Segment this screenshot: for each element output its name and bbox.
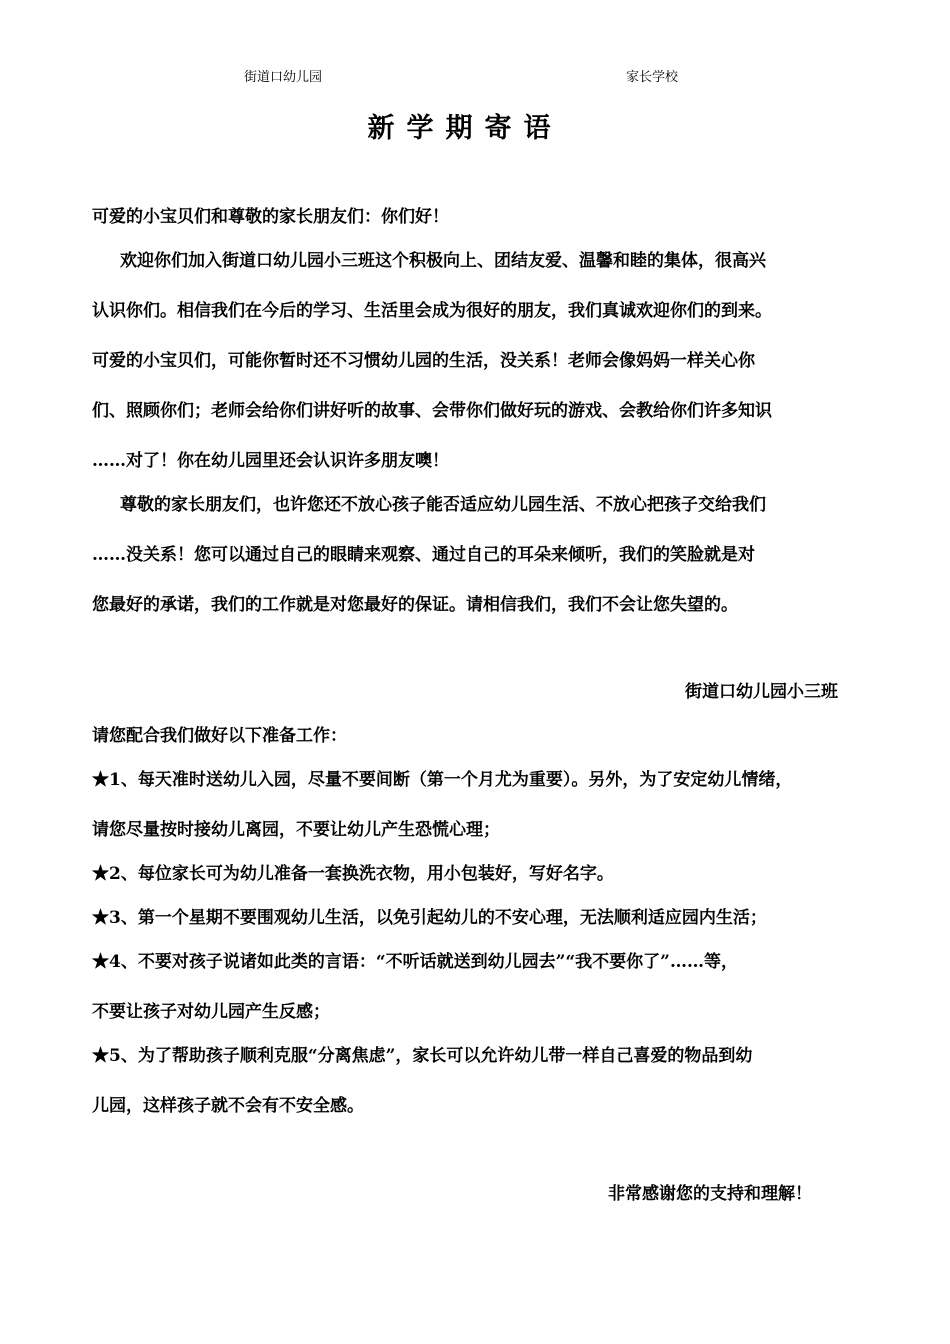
prep-item-line: ★1、每天准时送幼儿入园，尽量不要间断（第一个月尤为重要）。另外，为了安定幼儿情绪， bbox=[92, 770, 793, 790]
prep-item-line: 不要让孩子对幼儿园产生反感； bbox=[92, 1002, 330, 1022]
prep-item-line: ★3、第一个星期不要围观幼儿生活，以免引起幼儿的不安心理，无法顺利适应园内生活； bbox=[92, 908, 767, 928]
paragraph-line: 认识你们。相信我们在今后的学习、生活里会成为很好的朋友，我们真诚欢迎你们的到来。 bbox=[92, 301, 772, 321]
paragraph-line: 欢迎你们加入街道口幼儿园小三班这个积极向上、团结友爱、温馨和睦的集体，很高兴 bbox=[120, 251, 766, 271]
prep-item-line: 儿园，这样孩子就不会有不安全感。 bbox=[92, 1096, 364, 1116]
paragraph-line: 尊敬的家长朋友们，也许您还不放心孩子能否适应幼儿园生活、不放心把孩子交给我们 bbox=[120, 495, 766, 515]
greeting-line: 可爱的小宝贝们和尊敬的家长朋友们：你们好！ bbox=[92, 207, 449, 227]
paragraph-line: 可爱的小宝贝们，可能你暂时还不习惯幼儿园的生活，没关系！老师会像妈妈一样关心你 bbox=[92, 351, 755, 371]
prep-item-line: ★2、每位家长可为幼儿准备一套换洗衣物，用小包装好，写好名字。 bbox=[92, 864, 614, 884]
header-school-name: 街道口幼儿园 bbox=[244, 70, 323, 85]
class-signature: 街道口幼儿园小三班 bbox=[685, 682, 838, 702]
prep-item-line: 请您尽量按时接幼儿离园，不要让幼儿产生恐慌心理； bbox=[92, 820, 500, 840]
paragraph-line: 们、照顾你们；老师会给你们讲好听的故事、会带你们做好玩的游戏、会教给你们许多知识 bbox=[92, 401, 772, 421]
thanks-line: 非常感谢您的支持和理解！ bbox=[608, 1184, 812, 1204]
paragraph-line: ……没关系！您可以通过自己的眼睛来观察、通过自己的耳朵来倾听，我们的笑脸就是对 bbox=[92, 545, 755, 565]
prep-item-line: ★4、不要对孩子说诸如此类的言语：“不听话就送到幼儿园去”“我不要你了”……等， bbox=[92, 952, 738, 972]
page-title: 新学期寄语 bbox=[367, 113, 563, 144]
prep-intro: 请您配合我们做好以下准备工作： bbox=[92, 726, 347, 746]
paragraph-line: 您最好的承诺，我们的工作就是对您最好的保证。请相信我们，我们不会让您失望的。 bbox=[92, 595, 738, 615]
paragraph-line: ……对了！你在幼儿园里还会认识许多朋友噢！ bbox=[92, 451, 449, 471]
prep-item-line: ★5、为了帮助孩子顺利克服“分离焦虑”，家长可以允许幼儿带一样自己喜爱的物品到幼 bbox=[92, 1046, 753, 1066]
header-section-name: 家长学校 bbox=[626, 70, 679, 85]
